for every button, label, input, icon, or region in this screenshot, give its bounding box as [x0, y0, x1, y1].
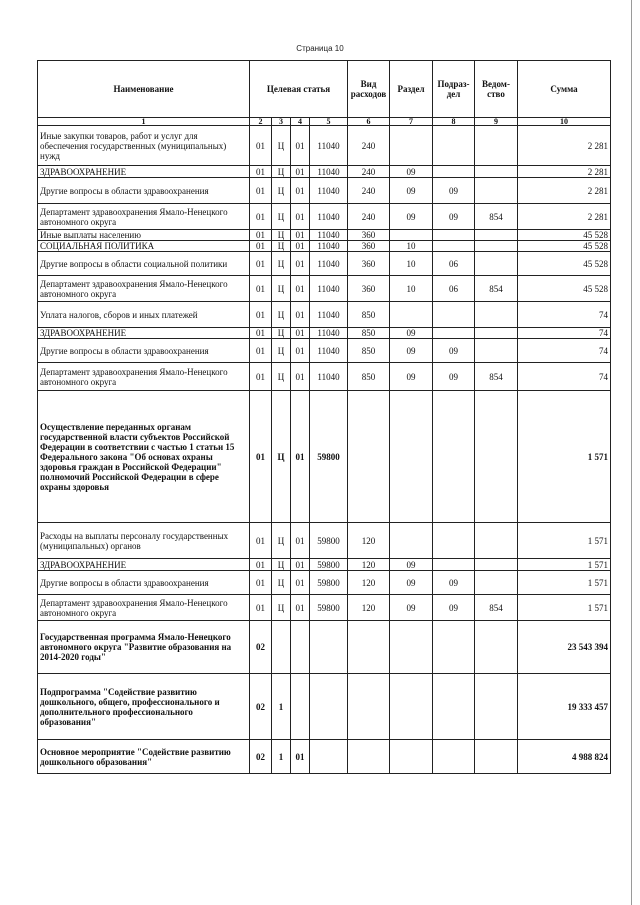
row-name: Другие вопросы в области здравоохранения	[38, 571, 250, 595]
row-name: ЗДРАВООХРАНЕНИЕ	[38, 166, 250, 178]
expense-type-code: 850	[348, 302, 390, 328]
target-article-part-3: 01	[291, 230, 310, 241]
target-article-part-3: 01	[291, 595, 310, 621]
column-number: 7	[390, 118, 433, 126]
subsection-code: 06	[433, 276, 475, 302]
table-row	[38, 571, 611, 595]
expense-type-code: 240	[348, 126, 390, 166]
subsection-code	[433, 241, 475, 252]
target-article-part-1: 01	[250, 302, 272, 328]
target-article-part-4: 11040	[310, 241, 348, 252]
scan-edge-line	[631, 0, 632, 905]
target-article-part-4: 59800	[310, 523, 348, 559]
target-article-part-2: Ц	[272, 126, 291, 166]
expense-type-code: 120	[348, 571, 390, 595]
row-name: СОЦИАЛЬНАЯ ПОЛИТИКА	[38, 241, 250, 252]
target-article-part-2: Ц	[272, 523, 291, 559]
row-name: Подпрограмма "Содействие развитию дошкольного, общего, профессионального и дополнительного профессионального образования"	[38, 674, 250, 740]
section-code	[390, 126, 433, 166]
amount-value: 74	[518, 328, 611, 339]
expense-type-code	[348, 674, 390, 740]
target-article-part-2: 1	[272, 674, 291, 740]
target-article-part-3: 01	[291, 740, 310, 774]
target-article-part-2: Ц	[272, 391, 291, 523]
target-article-part-3: 01	[291, 276, 310, 302]
expense-type-code: 850	[348, 328, 390, 339]
expense-type-code: 240	[348, 204, 390, 230]
target-article-part-1: 01	[250, 363, 272, 391]
subsection-code	[433, 674, 475, 740]
subsection-code	[433, 523, 475, 559]
expense-type-code: 240	[348, 178, 390, 204]
expense-type-code: 360	[348, 252, 390, 276]
section-code	[390, 302, 433, 328]
amount-value: 45 528	[518, 241, 611, 252]
department-code	[475, 674, 518, 740]
table-row	[38, 204, 611, 230]
target-article-part-3: 01	[291, 178, 310, 204]
target-article-part-2: Ц	[272, 339, 291, 363]
header-department: Ведом-ство	[475, 61, 518, 118]
column-number: 6	[348, 118, 390, 126]
target-article-part-4	[310, 674, 348, 740]
expense-type-code: 360	[348, 230, 390, 241]
table-row	[38, 166, 611, 178]
department-code	[475, 339, 518, 363]
target-article-part-1: 01	[250, 126, 272, 166]
target-article-part-3: 01	[291, 363, 310, 391]
target-article-part-3: 01	[291, 571, 310, 595]
target-article-part-1: 01	[250, 571, 272, 595]
target-article-part-2: Ц	[272, 571, 291, 595]
header-section: Раздел	[390, 61, 433, 118]
column-number: 1	[38, 118, 250, 126]
target-article-part-4: 11040	[310, 126, 348, 166]
amount-value: 45 528	[518, 276, 611, 302]
target-article-part-2: 1	[272, 740, 291, 774]
section-code: 09	[390, 204, 433, 230]
row-name: Уплата налогов, сборов и иных платежей	[38, 302, 250, 328]
target-article-part-2: Ц	[272, 204, 291, 230]
target-article-part-3: 01	[291, 328, 310, 339]
department-code	[475, 523, 518, 559]
row-name: Иные выплаты населению	[38, 230, 250, 241]
target-article-part-2: Ц	[272, 178, 291, 204]
target-article-part-2: Ц	[272, 363, 291, 391]
amount-value: 2 281	[518, 126, 611, 166]
table-row	[38, 126, 611, 166]
amount-value: 45 528	[518, 230, 611, 241]
section-code	[390, 523, 433, 559]
target-article-part-4: 11040	[310, 339, 348, 363]
target-article-part-2: Ц	[272, 230, 291, 241]
column-number: 4	[291, 118, 310, 126]
subsection-code	[433, 126, 475, 166]
target-article-part-3: 01	[291, 559, 310, 571]
target-article-part-1: 01	[250, 523, 272, 559]
department-code	[475, 559, 518, 571]
table-row	[38, 595, 611, 621]
section-code	[390, 391, 433, 523]
page-number-label: Страница 10	[296, 44, 344, 53]
department-code: 854	[475, 276, 518, 302]
row-name: ЗДРАВООХРАНЕНИЕ	[38, 559, 250, 571]
target-article-part-3: 01	[291, 523, 310, 559]
table-row	[38, 559, 611, 571]
row-name: Другие вопросы в области социальной политики	[38, 252, 250, 276]
target-article-part-2: Ц	[272, 166, 291, 178]
subsection-code: 09	[433, 595, 475, 621]
expense-type-code	[348, 740, 390, 774]
row-name: Расходы на выплаты персоналу государственных (муниципальных) органов	[38, 523, 250, 559]
amount-value: 23 543 394	[518, 621, 611, 674]
column-number: 3	[272, 118, 291, 126]
department-code	[475, 241, 518, 252]
target-article-part-1: 01	[250, 204, 272, 230]
target-article-part-1: 01	[250, 328, 272, 339]
target-article-part-1: 02	[250, 621, 272, 674]
header-amount: Сумма	[518, 61, 611, 118]
row-name: Иные закупки товаров, работ и услуг для обеспечения государственных (муниципальных) нужд	[38, 126, 250, 166]
section-code: 09	[390, 363, 433, 391]
target-article-part-4: 59800	[310, 559, 348, 571]
target-article-part-4: 11040	[310, 204, 348, 230]
section-code	[390, 621, 433, 674]
expense-type-code: 120	[348, 523, 390, 559]
amount-value: 1 571	[518, 523, 611, 559]
target-article-part-3: 01	[291, 302, 310, 328]
target-article-part-2: Ц	[272, 276, 291, 302]
table-row	[38, 230, 611, 241]
target-article-part-3: 01	[291, 391, 310, 523]
amount-value: 74	[518, 339, 611, 363]
section-code	[390, 230, 433, 241]
section-code: 09	[390, 166, 433, 178]
row-name: Государственная программа Ямало-Ненецкого автономного округа "Развитие образования на 2014-2020 годы"	[38, 621, 250, 674]
header-name: Наименование	[38, 61, 250, 118]
column-number: 8	[433, 118, 475, 126]
department-code	[475, 252, 518, 276]
department-code: 854	[475, 363, 518, 391]
header-expense-type: Вид расходов	[348, 61, 390, 118]
row-name: Другие вопросы в области здравоохранения	[38, 178, 250, 204]
header-target-article: Целевая статья	[250, 61, 348, 118]
target-article-part-2: Ц	[272, 559, 291, 571]
target-article-part-2: Ц	[272, 302, 291, 328]
table-row	[38, 621, 611, 674]
target-article-part-4: 59800	[310, 391, 348, 523]
subsection-code	[433, 230, 475, 241]
department-code	[475, 126, 518, 166]
table-row	[38, 674, 611, 740]
subsection-code	[433, 621, 475, 674]
amount-value: 2 281	[518, 166, 611, 178]
subsection-code	[433, 391, 475, 523]
target-article-part-1: 01	[250, 178, 272, 204]
department-code	[475, 391, 518, 523]
target-article-part-1: 02	[250, 674, 272, 740]
expense-type-code: 120	[348, 559, 390, 571]
amount-value: 2 281	[518, 178, 611, 204]
target-article-part-4	[310, 621, 348, 674]
target-article-part-1: 01	[250, 559, 272, 571]
target-article-part-4: 11040	[310, 363, 348, 391]
subsection-code	[433, 166, 475, 178]
target-article-part-1: 01	[250, 230, 272, 241]
section-code: 09	[390, 559, 433, 571]
amount-value: 2 281	[518, 204, 611, 230]
section-code: 10	[390, 252, 433, 276]
subsection-code: 09	[433, 178, 475, 204]
section-code: 10	[390, 276, 433, 302]
subsection-code	[433, 302, 475, 328]
section-code: 10	[390, 241, 433, 252]
table-row	[38, 391, 611, 523]
target-article-part-4: 59800	[310, 595, 348, 621]
table-row	[38, 740, 611, 774]
target-article-part-4: 11040	[310, 302, 348, 328]
target-article-part-3: 01	[291, 204, 310, 230]
amount-value: 1 571	[518, 391, 611, 523]
table-row	[38, 241, 611, 252]
target-article-part-4: 11040	[310, 276, 348, 302]
target-article-part-3: 01	[291, 252, 310, 276]
column-number: 9	[475, 118, 518, 126]
target-article-part-4: 11040	[310, 178, 348, 204]
table-row	[38, 523, 611, 559]
table-row	[38, 328, 611, 339]
department-code: 854	[475, 204, 518, 230]
target-article-part-1: 01	[250, 595, 272, 621]
header-row	[38, 61, 611, 118]
department-code	[475, 166, 518, 178]
department-code	[475, 571, 518, 595]
department-code: 854	[475, 595, 518, 621]
table-row	[38, 276, 611, 302]
subsection-code: 09	[433, 339, 475, 363]
target-article-part-1: 01	[250, 339, 272, 363]
department-code	[475, 302, 518, 328]
department-code	[475, 621, 518, 674]
expense-type-code: 120	[348, 595, 390, 621]
row-name: Осуществление переданных органам государственной власти субъектов Российской Федерации в соответствии с частью 1 статьи 15 Федерального закона "Об основах охраны здоровья граждан в Российской Федерации" полномочий Российской Федерации в сфере охраны здоровья	[38, 391, 250, 523]
subsection-code: 09	[433, 363, 475, 391]
amount-value: 1 571	[518, 595, 611, 621]
department-code	[475, 328, 518, 339]
column-number: 10	[518, 118, 611, 126]
row-name: ЗДРАВООХРАНЕНИЕ	[38, 328, 250, 339]
target-article-part-1: 01	[250, 166, 272, 178]
expense-type-code	[348, 391, 390, 523]
column-number: 5	[310, 118, 348, 126]
target-article-part-3: 01	[291, 166, 310, 178]
department-code	[475, 230, 518, 241]
target-article-part-4: 59800	[310, 571, 348, 595]
target-article-part-2: Ц	[272, 252, 291, 276]
target-article-part-3	[291, 621, 310, 674]
row-name: Департамент здравоохранения Ямало-Ненецкого автономного округа	[38, 363, 250, 391]
table-row	[38, 178, 611, 204]
subsection-code: 09	[433, 571, 475, 595]
table-row	[38, 363, 611, 391]
section-code: 09	[390, 328, 433, 339]
target-article-part-1: 01	[250, 391, 272, 523]
amount-value: 1 571	[518, 571, 611, 595]
department-code	[475, 740, 518, 774]
subsection-code	[433, 740, 475, 774]
expense-type-code: 240	[348, 166, 390, 178]
target-article-part-3: 01	[291, 241, 310, 252]
target-article-part-1: 01	[250, 241, 272, 252]
table-row	[38, 339, 611, 363]
target-article-part-4: 11040	[310, 230, 348, 241]
subsection-code: 09	[433, 204, 475, 230]
row-name: Департамент здравоохранения Ямало-Ненецкого автономного округа	[38, 595, 250, 621]
section-code	[390, 740, 433, 774]
section-code: 09	[390, 178, 433, 204]
target-article-part-1: 01	[250, 252, 272, 276]
amount-value: 1 571	[518, 559, 611, 571]
target-article-part-4: 11040	[310, 252, 348, 276]
table-row	[38, 302, 611, 328]
table-body	[38, 126, 611, 774]
expense-type-code: 360	[348, 241, 390, 252]
amount-value: 45 528	[518, 252, 611, 276]
row-name: Другие вопросы в области здравоохранения	[38, 339, 250, 363]
target-article-part-3: 01	[291, 126, 310, 166]
row-name: Департамент здравоохранения Ямало-Ненецкого автономного округа	[38, 204, 250, 230]
subsection-code: 06	[433, 252, 475, 276]
amount-value: 74	[518, 302, 611, 328]
subsection-code	[433, 559, 475, 571]
row-name: Основное мероприятие "Содействие развитию дошкольного образования"	[38, 740, 250, 774]
target-article-part-2	[272, 621, 291, 674]
target-article-part-4	[310, 740, 348, 774]
amount-value: 19 333 457	[518, 674, 611, 740]
target-article-part-4: 11040	[310, 166, 348, 178]
target-article-part-3: 01	[291, 339, 310, 363]
section-code: 09	[390, 339, 433, 363]
expense-type-code: 360	[348, 276, 390, 302]
target-article-part-2: Ц	[272, 241, 291, 252]
budget-table	[37, 60, 611, 774]
target-article-part-1: 02	[250, 740, 272, 774]
expense-type-code: 850	[348, 363, 390, 391]
target-article-part-3	[291, 674, 310, 740]
table-row	[38, 252, 611, 276]
column-number: 2	[250, 118, 272, 126]
section-code: 09	[390, 595, 433, 621]
expense-type-code	[348, 621, 390, 674]
row-name: Департамент здравоохранения Ямало-Ненецкого автономного округа	[38, 276, 250, 302]
column-number-row	[38, 118, 611, 126]
target-article-part-2: Ц	[272, 328, 291, 339]
target-article-part-1: 01	[250, 276, 272, 302]
department-code	[475, 178, 518, 204]
header-subsection: Подраз-дел	[433, 61, 475, 118]
amount-value: 74	[518, 363, 611, 391]
expense-type-code: 850	[348, 339, 390, 363]
subsection-code	[433, 328, 475, 339]
target-article-part-4: 11040	[310, 328, 348, 339]
target-article-part-2: Ц	[272, 595, 291, 621]
section-code: 09	[390, 571, 433, 595]
amount-value: 4 988 824	[518, 740, 611, 774]
section-code	[390, 674, 433, 740]
